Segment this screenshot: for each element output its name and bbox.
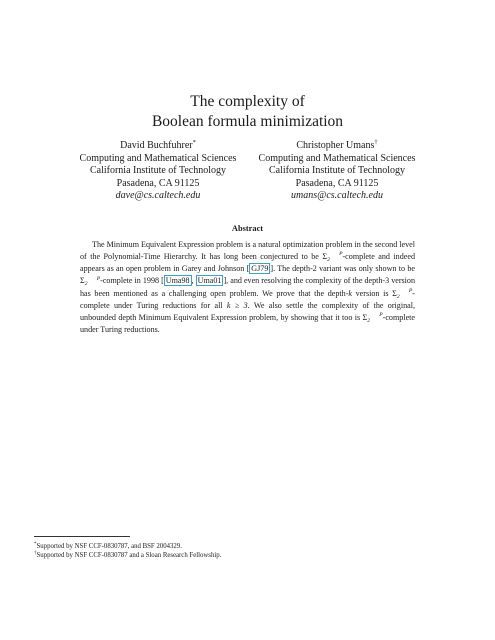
author-institution: California Institute of Technology [89,165,227,177]
paper-title-line-2: Boolean formula minimization [151,113,344,130]
author-email[interactable]: umans@cs.caltech.edu [291,190,383,202]
footnote-rule [34,536,130,537]
author-dept: Computing and Mathematical Sciences [258,152,416,164]
author-city: Pasadena, CA 91125 [116,177,200,189]
sigma2p-symbol: Σ P 2 [392,288,413,300]
author-block-1 [58,140,258,203]
sigma2p-symbol: Σ P 2 [362,312,383,324]
citation-link[interactable]: GJ79 [251,264,269,274]
math-variable-k: k [348,288,352,298]
author-dept: Computing and Mathematical Sciences [79,152,237,164]
author-email[interactable]: dave@cs.caltech.edu [115,190,201,202]
author-name: David Buchfuhrer* [120,139,196,151]
math-k-condition: k ≥ 3 [226,301,248,311]
author-institution: California Institute of Technology [268,165,406,177]
citation-link[interactable]: Uma98 [165,276,190,286]
paper-title-line-1: The complexity of [190,93,305,110]
author-name: Christopher Umans† [296,139,378,151]
author-footnote-mark: * [192,139,196,146]
abstract-heading: Abstract [231,224,264,233]
abstract-body: The Minimum Equivalent Expression problem is a natural optimization problem in the second level of the Polynomial-Time Hierarchy. It has long been conjectured to be Σ P 2 -complete and indeed appears as an open problem in Garey and Johnson [ GJ79 ]. The depth-2 variant was only shown to be Σ P 2 -complete in 1998 [ Uma98 , Uma01 ], and even resolving the complexity of the depth-3 version has been mentioned as a challenging open problem. We prove that the depth-k version is Σ P 2 -complete under Turing reductions for all k ≥ 3. We also settle the complexity of the original, unbounded depth Minimum Equivalent Expression problem, by showing that it too is Σ P 2 -complete under Turing reductions. [80,240,416,335]
citation-link[interactable]: Uma01 [197,276,222,286]
footnote-1: *Supported by NSF CCF-0830787, and BSF 2004329. [34,542,182,550]
sigma2p-symbol: Σ P 2 [80,275,101,288]
sigma2p-symbol: Σ P 2 [322,251,343,263]
footnote-2: †Supported by NSF CCF-0830787 and a Sloan Research Fellowship. [34,551,222,559]
author-city: Pasadena, CA 91125 [295,177,379,189]
author-block-2 [237,140,437,203]
author-footnote-mark: † [374,139,378,146]
